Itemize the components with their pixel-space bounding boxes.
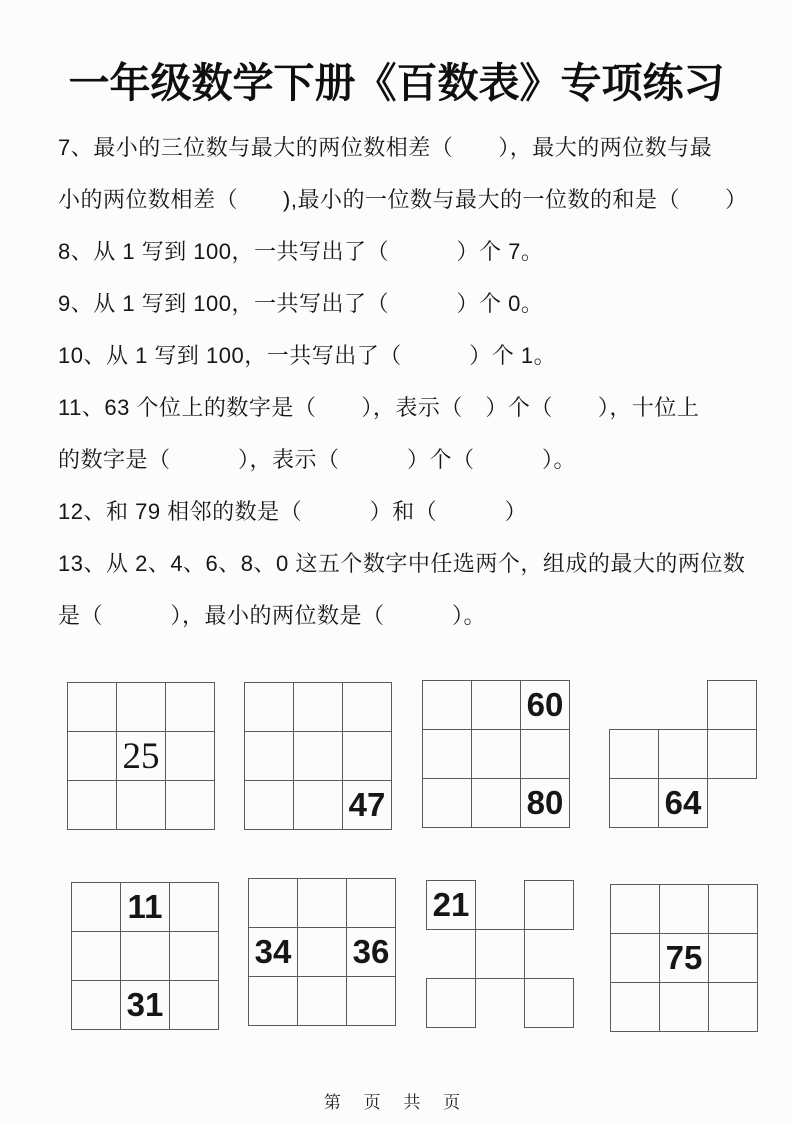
- grid-cell-number: 31: [120, 980, 170, 1030]
- grid-cell-empty: [293, 731, 343, 781]
- grid-cell-empty: [346, 976, 396, 1026]
- grid-cell-empty: [169, 980, 219, 1030]
- puzzle-grid-5: [71, 882, 219, 1030]
- puzzle-grid-3: [422, 680, 570, 828]
- grid-cell-empty: [67, 731, 117, 781]
- puzzle-grid-4: [609, 680, 757, 828]
- grid-cell-empty: [707, 729, 757, 779]
- question-11-line-1: 11、63 个位上的数字是（ ），表示（ ）个（ ），十位上: [58, 395, 700, 420]
- puzzle-grid-2: [244, 682, 392, 830]
- grid-cell-number: 64: [658, 778, 708, 828]
- grid-cell-number: 25: [116, 731, 166, 781]
- grid-cell-empty: [293, 780, 343, 830]
- grid-cell-empty: [475, 929, 525, 979]
- question-7-line-2: 小的两位数相差（ ),最小的一位数与最大的一位数的和是（ ）: [58, 187, 748, 212]
- grid-cell-empty: [520, 729, 570, 779]
- grid-cell-empty: [471, 778, 521, 828]
- question-13-line-2: 是（ ），最小的两位数是（ ）。: [58, 603, 487, 628]
- worksheet-title: 一年级数学下册《百数表》专项练习: [68, 60, 725, 106]
- grid-cell-empty: [71, 931, 121, 981]
- grid-cell-empty: [610, 933, 660, 983]
- question-8-line-1: 8、从 1 写到 100，一共写出了（ ）个 7。: [58, 239, 544, 264]
- grid-cell-empty: [610, 982, 660, 1032]
- grid-cell-empty: [297, 976, 347, 1026]
- grid-cell-empty: [71, 882, 121, 932]
- grid-cell-empty: [297, 878, 347, 928]
- grid-cell-empty: [244, 682, 294, 732]
- grid-cell-empty: [342, 682, 392, 732]
- grid-cell-empty: [708, 933, 758, 983]
- grid-cell-empty: [116, 780, 166, 830]
- grid-cell-number: 21: [426, 880, 476, 930]
- grid-cell-empty: [248, 976, 298, 1026]
- grid-cell-empty: [659, 884, 709, 934]
- puzzle-grid-6: [248, 878, 396, 1026]
- grid-cell-empty: [120, 931, 170, 981]
- grid-cell-number: 34: [248, 927, 298, 977]
- grid-cell-empty: [708, 884, 758, 934]
- grid-cell-empty: [422, 778, 472, 828]
- grid-cell-empty: [165, 731, 215, 781]
- grid-cell-empty: [342, 731, 392, 781]
- grid-cell-empty: [244, 731, 294, 781]
- grid-cell-empty: [471, 729, 521, 779]
- grid-cell-empty: [659, 982, 709, 1032]
- grid-cell-empty: [116, 682, 166, 732]
- grid-cell-number: 36: [346, 927, 396, 977]
- question-7-line-1: 7、最小的三位数与最大的两位数相差（ ），最大的两位数与最: [58, 135, 713, 160]
- grid-cell-number: 47: [342, 780, 392, 830]
- question-11-line-2: 的数字是（ ），表示（ ）个（ ）。: [58, 447, 577, 472]
- grid-cell-empty: [658, 729, 708, 779]
- grid-cell-empty: [524, 880, 574, 930]
- grid-cell-empty: [422, 680, 472, 730]
- grid-cell-empty: [71, 980, 121, 1030]
- question-13-line-1: 13、从 2、4、6、8、0 这五个数字中任选两个，组成的最大的两位数: [58, 551, 746, 576]
- grid-cell-empty: [297, 927, 347, 977]
- grid-cell-number: 60: [520, 680, 570, 730]
- grid-cell-empty: [169, 931, 219, 981]
- grid-cell-empty: [422, 729, 472, 779]
- question-10-line-1: 10、从 1 写到 100，一共写出了（ ）个 1。: [58, 343, 557, 368]
- question-12-line-1: 12、和 79 相邻的数是（ ）和（ ）: [58, 499, 528, 524]
- grid-cell-empty: [244, 780, 294, 830]
- grid-cell-empty: [609, 778, 659, 828]
- grid-cell-empty: [346, 878, 396, 928]
- grid-cell-empty: [165, 780, 215, 830]
- grid-cell-empty: [610, 884, 660, 934]
- puzzle-grid-7: [426, 880, 574, 1028]
- puzzle-grid-1: [67, 682, 215, 830]
- grid-cell-number: 75: [659, 933, 709, 983]
- question-9-line-1: 9、从 1 写到 100，一共写出了（ ）个 0。: [58, 291, 544, 316]
- grid-cell-empty: [169, 882, 219, 932]
- grid-cell-empty: [67, 682, 117, 732]
- grid-cell-empty: [248, 878, 298, 928]
- grid-cell-empty: [609, 729, 659, 779]
- grid-cell-empty: [707, 680, 757, 730]
- grid-cell-number: 80: [520, 778, 570, 828]
- grid-cell-empty: [293, 682, 343, 732]
- grid-cell-number: 11: [120, 882, 170, 932]
- grid-cell-empty: [165, 682, 215, 732]
- grid-cell-empty: [67, 780, 117, 830]
- grid-cell-empty: [426, 978, 476, 1028]
- grid-cell-empty: [524, 978, 574, 1028]
- page-footer: 第 页 共 页: [323, 1093, 470, 1112]
- grid-cell-empty: [708, 982, 758, 1032]
- puzzle-grid-8: [610, 884, 758, 1032]
- grid-cell-empty: [471, 680, 521, 730]
